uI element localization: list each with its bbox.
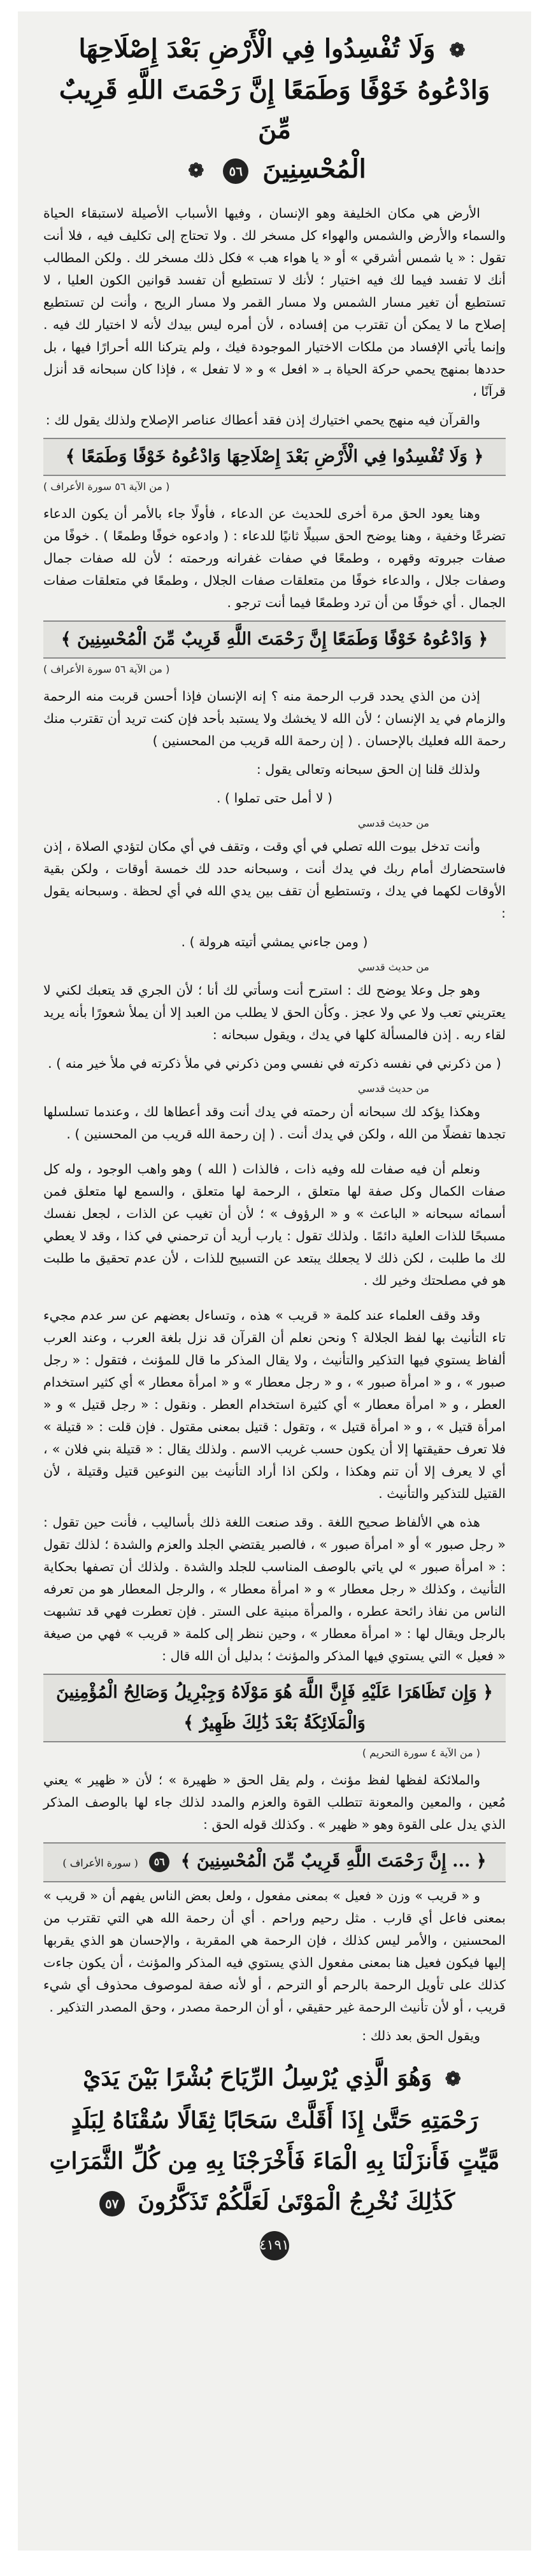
- paragraph: والقرآن فيه منهج يحمي اختيارك إذن فقد أعطاك عناصر الإصلاح ولذلك يقول لك :: [45, 412, 480, 428]
- hadith-source: من حديث قدسي: [357, 817, 429, 829]
- hadith-quote: ( من ذكرني في نفسه ذكرته في نفسي ومن ذكرني في ملأ ذكرته في ملأ خير منه ) .: [48, 1056, 501, 1071]
- quote-source: ( من الآية ٥٦ سورة الأعراف ): [43, 480, 170, 493]
- hadith-quote: ( ومن جاءني يمشي أتيته هرولة ) .: [181, 934, 368, 949]
- quote-source: ( من الآية ٥٦ سورة الأعراف ): [43, 663, 170, 675]
- closing-verse-line3: مَّيِّتٍ فَأَنزَلْنَا بِهِ الْمَاءَ فَأَخْرَجْنَا بِهِ مِن كُلِّ الثَّمَرَاتِ: [49, 2148, 500, 2174]
- quran-quote: [43, 1842, 506, 1882]
- verse-number-badge: ٥٧: [99, 2191, 125, 2216]
- paragraph: والملائكة لفظها لفظ مؤنث ، ولم يقل الحق « ظهيرة » ؛ لأن « ظهير » يعني مُعين ، والمعين والمعونة تتطلب القوة والعزم والمدد لذلك جاء لها بالوصف المذكر الذي يدل على القوة وهو « ظهير » . وكذلك قوله الحق :: [43, 1772, 506, 1832]
- closing-verse-line2: رَحْمَتِهِ حَتَّىٰ إِذَا أَقَلَّتْ سَحَابًا ثِقَالًا سُقْنَاهُ لِبَلَدٍ: [71, 2107, 478, 2134]
- closing-verse-line1: وَهُوَ الَّذِي يُرْسِلُ الرِّيَاحَ بُشْرًا بَيْنَ يَدَيْ: [83, 2064, 432, 2091]
- hadith-source: من حديث قدسي: [357, 961, 429, 973]
- header-verse-line2: وَادْعُوهُ خَوْفًا وَطَمَعًا إِنَّ رَحْمَتَ اللَّهِ قَرِيبٌ مِّنَ: [59, 75, 490, 144]
- quran-quote: ﴿ وَإِن تَظَاهَرَا عَلَيْهِ فَإِنَّ اللَّهَ هُوَ مَوْلَاهُ وَجِبْرِيلُ وَصَالِحُ الْمُؤْمِنِينَ وَالْمَلَائِكَةُ بَعْدَ ذَٰلِكَ ظَهِيرٌ ﴾: [43, 1674, 506, 1742]
- hadith-source: من حديث قدسي: [357, 1082, 429, 1095]
- quote-text: ﴿ ... إِنَّ رَحْمَتَ اللَّهِ قَرِيبٌ مِّنَ الْمُحْسِنِينَ ﴾: [180, 1851, 487, 1871]
- paragraph: وهنا يعود الحق مرة أخرى للحديث عن الدعاء ، فأولًا جاء بالأمر أن يكون الدعاء تضرعًا وخفية ، وهنا يوضح الحق سبيلًا ثانيًا للدعاء : ( وادعوه خوفًا وطمعًا ) . خوفًا من صفات جبروته وقهره ، وطمعًا في صفات غفرانه ورحمته ؛ لأن لله صفات جمال وصفات جلال ، والدعاء خوفًا من متعلقات صفات الجلال ، وطمعًا في متعلقات صفات الجمال . أي خوفًا من أن ترد وطمعًا فيما أنت ترجو .: [43, 506, 506, 610]
- paragraph: الأرض هي مكان الخليفة وهو الإنسان ، وفيها الأسباب الأصيلة لاستبقاء الحياة والسماء والأرض والشمس والهواء كل مسخر لك . ولا تحتاج إلى تكليف فيه ، فلا أنت تقول : « يا شمس أشرقي » أو « يا هواء هب » فكل ذلك مسخر لك . ولكن المطالب أنك لا تفسد فيما لك فيه اختيار ؛ لأنك لا تستطيع أن تفسد قوانين الكون العليا ، لا تستطيع أن تغير مسار الشمس ولا مسار القمر ولا مسار الريح ، وأنت لن تستطيع إصلاح ما لا يمكن أن تقترب من إفساده ، لأن أمره ليس بيدك لأنه لا اختيار لك فيه . وإنما يأتي الإفساد من ملكات الاختيار الموجودة فيك ، ولم يتركنا الله أحرارًا فيها ، بل حددها بمنهج يحمي حركة الحياة بـ « افعل » و « لا تفعل » ، فإذا كان سبحانه قد أنزل قرآنًا ،: [43, 206, 506, 399]
- book-page: [18, 11, 531, 2551]
- ornament-icon: ❁: [188, 160, 204, 182]
- quote-source: ( سورة الأعراف ): [62, 1857, 138, 1869]
- hadith-quote: ( لا أمل حتى تملوا ) .: [216, 790, 333, 806]
- page-number: ٤١٩١: [260, 2231, 289, 2260]
- paragraph: و « قريب » وزن « فعيل » بمعنى مفعول ، ولعل بعض الناس يفهم أن « قريب » بمعنى فاعل أي قارب . مثل رحيم وراحم . أي أن رحمة الله هي التي تقترب من المحسنين ، والأمر ليس كذلك ، فإن الرحمة هي المقربة ، والإحسان هو الذي يقربها إليها فيكون فعيل هنا بمعنى مفعول الذي يستوي فيه المذكر والمؤنث ، أن يكون جاءت كذلك على تأويل الرحمة بالرحم أو الترحم ، أو لأنه صفة لموصوف محذوف أي شيء قريب ، أو لأن تأنيث الرحمة غير حقيقي ، أو أن الرحمة مصدر ، وحق المصدر التذكير .: [43, 1888, 506, 2015]
- paragraph: وأنت تدخل بيوت الله تصلي في أي وقت ، وتقف في أي مكان لتؤدي الصلاة ، إذن فاستحضارك أمام ربك في يدك أنت ، وسبحانه حدد لك خمسة أوقات ، ولكن بقية الأوقات لكهما في يدك ، وتستطيع أن تقف بين يدي الله في أي لحظة . وسبحانه يقول :: [43, 839, 506, 921]
- ornament-icon: ❁: [445, 2068, 461, 2090]
- paragraph: هذه هي الألفاظ صحيح اللغة . وقد صنعت اللغة ذلك بأساليب ، فأنت حين تقول : « رجل صبور » أو « امرأة صبور » ، فالصبر يقتضي الجلد والعزم والشدة ؛ لذلك تقول : « امرأة صبور » لي ياتي بالوصف المناسب للجلد والشدة . ولذلك أن تصفها بحكاية التأنيث ، وكذلك « رجل معطار » و « امرأة معطار » ، والرجل المعطار هو من تعرفه الناس من نفاذ رائحة عطره ، والمرأة مبنية على الستر . فإن تعطرت فهي قد تشبهت بالرجل ويقال لها : « امرأة معطار » ، وحين ننظر إلى كلمة « قريب » فهي من صيغة « فعيل » التي يستوي فيها المذكر والمؤنث ؛ بدليل أن الله قال :: [43, 1515, 506, 1663]
- paragraph: ولذلك قلنا إن الحق سبحانه وتعالى يقول :: [256, 762, 480, 777]
- paragraph: ونعلم أن فيه صفات لله وفيه ذات ، فالذات ( الله ) وهو واهب الوجود ، وله كل صفات الكمال وكل صفة لها متعلق ، الرحمة لها متعلق ، والسمع لها متعلق فمن أسمائه سبحانه « الباعث » و « الرؤوف » ؛ لأن أن تغيب عن الذات ، لجعل نفسك مسبحًا للذات العلية دائمًا . ولذلك تقول : يارب أريد أن ترحمني في كذا ، وقد لا يعطي لك ما طلبت ، لكن ذلك لا يجعلك يبتعد عن التسبيح للذات ، لأن عدم تحقيق ما طلبت هو في مصلحتك وخير لك .: [43, 1161, 506, 1288]
- paragraph: وهكذا يؤكد لك سبحانه أن رحمته في يدك أنت وقد أعطاها لك ، وعندما تسلسلها تجدها تفضلًا من الله ، ولكن في يدك أنت . ( إن رحمة الله قريب من المحسنين ) .: [43, 1104, 506, 1142]
- quran-quote: ﴿ وَلَا تُفْسِدُوا فِي الْأَرْضِ بَعْدَ إِصْلَاحِهَا وَادْعُوهُ خَوْفًا وَطَمَعًا ﴾: [43, 438, 506, 476]
- ornament-icon: ❁: [449, 39, 466, 62]
- quote-source: ( من الآية ٤ سورة التحريم ): [362, 1747, 480, 1759]
- closing-verse: [43, 2057, 506, 2222]
- quran-quote: ﴿ وَادْعُوهُ خَوْفًا وَطَمَعًا إِنَّ رَحْمَتَ اللَّهِ قَرِيبٌ مِّنَ الْمُحْسِنِينَ ﴾: [43, 620, 506, 659]
- verse-number-badge: ٥٦: [223, 158, 248, 184]
- verse-number-badge: ٥٦: [149, 1852, 169, 1872]
- paragraph: إذن من الذي يحدد قرب الرحمة منه ؟ إنه الإنسان فإذا أحسن قربت منه الرحمة والزمام في يد الإنسان ؛ لأن الله لا يخشك ولا يستبد بأحد فإن كنت تريد أن تقترب منك رحمة الله فعليك بالإحسان . ( إن رحمة الله قريب من المحسنين ): [43, 689, 506, 748]
- paragraph: وقد وقف العلماء عند كلمة « قريب » هذه ، وتساءل بعضهم عن سر عدم مجيء تاء التأنيث بها لفظ الجلالة ؟ ونحن نعلم أن القرآن قد نزل بلغة العرب ، وعند العرب ألفاظ يستوي فيها التذكير والتأنيث ، ولا يقال المذكر ما قال للمؤنث ، فتقول : « رجل صبور » ، و « امرأة صبور » ، و « رجل معطار » و « امرأة معطار » أي كثير استخدام العطر ، و « امرأة معطار » أي كثيرة استخدام العطر . ونقول : « رجل قتيل » و « امرأة قتيل » ، و « امرأة قتيل » ، وتقول : قتيل بمعنى مقتول . فإن قلت : « قتيلة » فلا تعرف حقيقتها إلا أن يكون حسب غريب الاسم . ولذلك يقال : « قتيلة بني فلان » ، أي لا يعرف إلا أن تنم وهكذا ، ولكن اذا أراد التأنيث بين النوعين قتيل وقتيلة ، لأن القتيل للتذكير والتأنيث .: [43, 1308, 506, 1501]
- header-verse: [43, 29, 506, 191]
- header-verse-line1: وَلَا تُفْسِدُوا فِي الْأَرْضِ بَعْدَ إِصْلَاحِهَا: [78, 34, 436, 64]
- paragraph: ويقول الحق بعد ذلك :: [362, 2028, 480, 2043]
- header-verse-line3: الْمُحْسِنِينَ: [262, 154, 366, 184]
- closing-verse-line4: كَذَٰلِكَ نُخْرِجُ الْمَوْتَىٰ لَعَلَّكُمْ تَذَكَّرُونَ: [138, 2188, 455, 2215]
- paragraph: وهو جل وعلا يوضح لك : استرح أنت وسأتي لك أنا ؛ لأن الجري قد يتعبك لكني لا يعتريني تعب ولا عي ولا عجز . وكأن الحق لا يطلب من العبد إلا أن يملأ شعورًا بأنه يريد لقاء ربه . إذن فالمسألة كلها في يدك ، ويقول سبحانه :: [43, 983, 506, 1042]
